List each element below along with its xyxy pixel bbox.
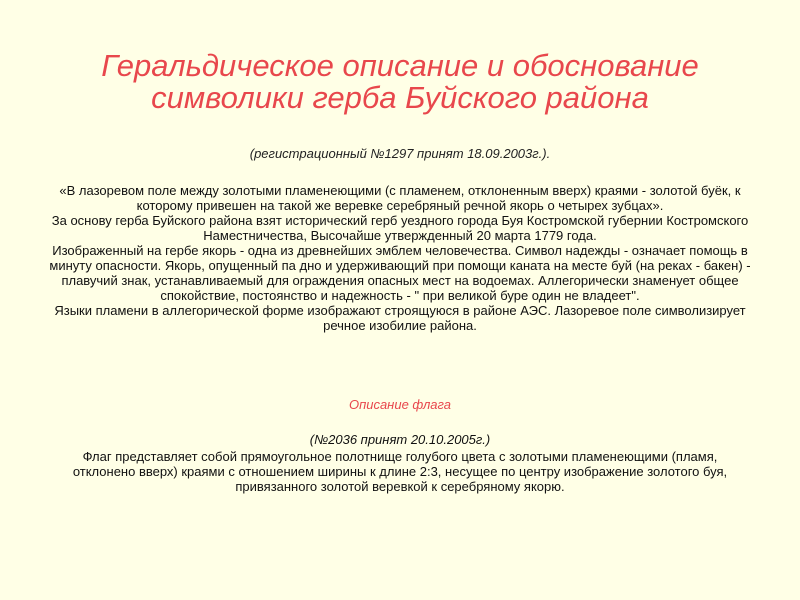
slide-title xyxy=(0,50,800,114)
description-body xyxy=(40,183,760,333)
paragraph-blazon: «В лазоревом поле между золотыми пламенеющими (с пламенем, отклоненным вверх) краями - золотой буёк, к которому привешен на такой же веревке серебряный речной якорь о четырех зубцах». xyxy=(59,183,741,213)
paragraph-anchor: Изображенный на гербе якорь - одна из древнейших эмблем человечества. Символ надежды - означает помощь в минуту опасности. Якорь, опущенный па дно и удерживающий при помощи каната на месте буй (на реках - бакен) - плавучий знак, устанавливаемый для ограждения опасных мест на водоемах. Аллегорически знаменует общее спокойствие, постоянство и надежность - " при великой буре один не владеет". xyxy=(49,243,751,303)
paragraph-flames: Языки пламени в аллегорической форме изображают строящуюся в районе АЭС. Лазоревое поле символизирует речное изобилие района. xyxy=(54,303,746,333)
registration-note: (регистрационный №1297 принят 18.09.2003г.). xyxy=(249,146,551,161)
flag-description: Флаг представляет собой прямоугольное полотнище голубого цвета с золотыми пламенеющими (пламя, отклонено вверх) краями с отношением ширины к длине 2:3, несущее по центру изображение золотого буя, привязанного золотой веревкой к серебряному якорю. xyxy=(72,449,728,494)
flag-number: (№2036 принят 20.10.2005г.) xyxy=(309,432,491,447)
title-line-2: символики герба Буйского района xyxy=(151,80,649,115)
title-line-1: Геральдическое описание и обоснование xyxy=(101,48,699,83)
paragraph-basis: За основу герба Буйского района взят исторический герб уездного города Буя Костромской губернии Костромского Наместничества, Высочайше утвержденный 20 марта 1779 года. xyxy=(51,213,749,243)
flag-heading: Описание флага xyxy=(348,397,452,412)
